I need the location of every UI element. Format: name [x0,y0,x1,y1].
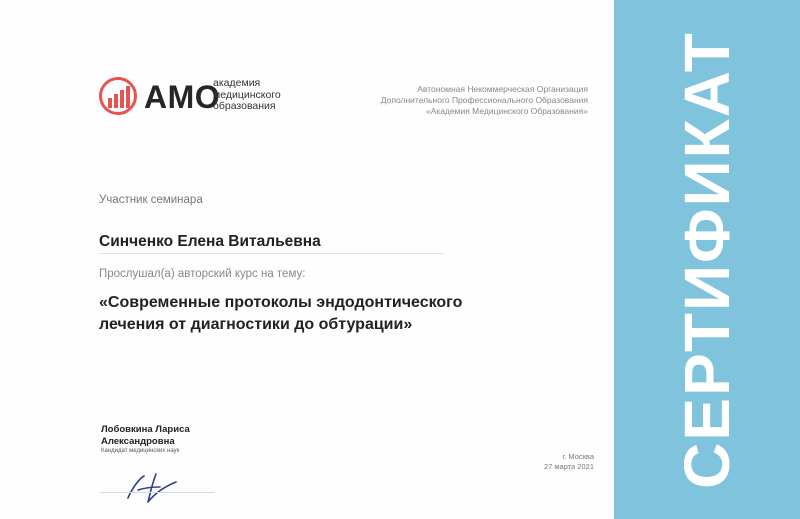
side-band [614,0,800,519]
logo-mark: АМО [144,79,221,115]
role-label: Участник семинара [99,194,203,206]
logo-subtitle [213,78,281,113]
signer-name-line: Лобовкина Лариса [101,424,190,435]
course-title-line: лечения от диагностики до обтурации» [99,316,413,333]
logo-subtitle-line: образования [213,100,276,112]
date: 27 марта 2021 [543,462,594,471]
bar-chart-logo-icon [98,76,138,116]
signer-title: Кандидат медицинских наук [101,448,180,454]
organization-line: Дополнительного Профессионального Образования [380,95,588,105]
logo-subtitle-line: медицинского [213,88,281,101]
course-lead: Прослушал(а) авторский курс на тему: [99,268,306,280]
course-title-line: «Современные протоколы эндодонтического [99,294,463,311]
signer-name [101,424,190,447]
signer-name-line: Александровна [101,435,175,447]
organization-line: «Академия Медицинского Образования» [425,106,588,116]
certificate-title: СЕРТИФИКАТ [671,30,743,489]
place: г. Москва [562,452,594,461]
place-date-block [544,452,594,472]
certificate-title-wrapper [614,0,800,519]
name-underline [99,253,444,254]
amo-logo [98,76,298,120]
signature-line [100,492,214,493]
logo-subtitle-line: академия [213,77,261,89]
organization-block [381,84,588,117]
course-title [99,292,539,336]
organization-line: Автономная Некоммерческая Организация [417,84,588,94]
signer-block [101,424,190,454]
participant-name: Синченко Елена Витальевна [99,233,321,250]
handwritten-signature [122,470,182,504]
